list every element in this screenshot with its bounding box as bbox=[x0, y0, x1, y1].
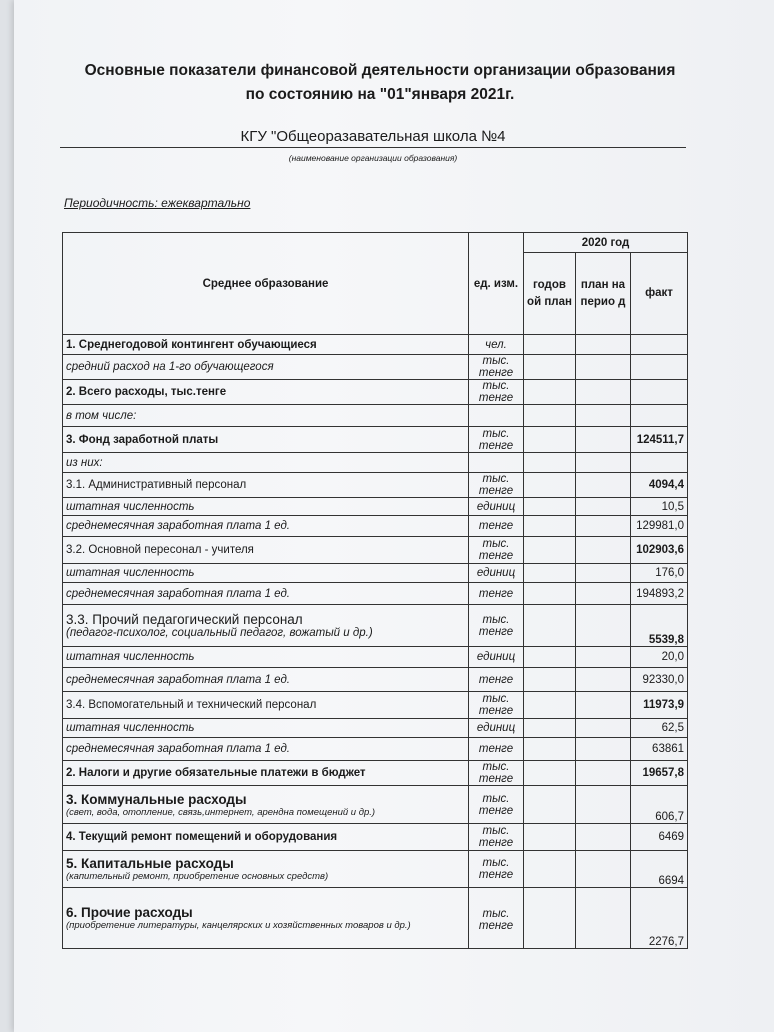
row-annual-plan bbox=[524, 761, 576, 786]
row-label: штатная численность bbox=[63, 498, 469, 516]
header-year: 2020 год bbox=[524, 233, 688, 253]
row-unit: тыс. тенге bbox=[469, 761, 524, 786]
row-fact bbox=[631, 380, 688, 405]
row-period-plan bbox=[576, 453, 631, 473]
row-unit: чел. bbox=[469, 335, 524, 355]
row-fact: 129981,0 bbox=[631, 516, 688, 537]
row-fact bbox=[631, 405, 688, 427]
table-row bbox=[63, 335, 688, 355]
row-period-plan bbox=[576, 647, 631, 668]
row-unit: единиц bbox=[469, 647, 524, 668]
row-fact: 5539,8 bbox=[631, 605, 688, 647]
row-label: 3.3. Прочий педагогический персонал bbox=[66, 612, 303, 627]
row-annual-plan bbox=[524, 355, 576, 380]
header-main: Среднее образование bbox=[63, 233, 469, 335]
row-annual-plan bbox=[524, 738, 576, 761]
row-label: из них: bbox=[63, 453, 469, 473]
row-note: (приобретение литературы, канцелярских и хозяйственных товаров и др.) bbox=[66, 920, 411, 931]
row-annual-plan bbox=[524, 605, 576, 647]
row-label: 5. Капитальные расходы bbox=[66, 856, 234, 871]
row-period-plan bbox=[576, 355, 631, 380]
row-unit: тыс. тенге bbox=[469, 851, 524, 888]
table-row bbox=[63, 537, 688, 564]
row-period-plan bbox=[576, 583, 631, 605]
row-fact: 606,7 bbox=[631, 786, 688, 824]
row-label: 3. Фонд заработной платы bbox=[63, 427, 469, 453]
row-label: в том числе: bbox=[63, 405, 469, 427]
row-period-plan bbox=[576, 335, 631, 355]
row-annual-plan bbox=[524, 647, 576, 668]
table-row bbox=[63, 453, 688, 473]
row-unit: тенге bbox=[469, 738, 524, 761]
row-fact: 176,0 bbox=[631, 564, 688, 583]
row-label: среднемесячная заработная плата 1 ед. bbox=[63, 583, 469, 605]
row-label: штатная численность bbox=[63, 719, 469, 738]
row-fact: 124511,7 bbox=[631, 427, 688, 453]
row-period-plan bbox=[576, 564, 631, 583]
row-unit: тыс. тенге bbox=[469, 380, 524, 405]
row-label: 3.1. Административный персонал bbox=[63, 473, 469, 498]
row-fact bbox=[631, 355, 688, 380]
row-label: 6. Прочие расходы bbox=[66, 905, 193, 920]
row-unit: тенге bbox=[469, 583, 524, 605]
row-period-plan bbox=[576, 692, 631, 719]
row-label: средний расход на 1-го обучающегося bbox=[63, 355, 469, 380]
row-annual-plan bbox=[524, 564, 576, 583]
row-fact: 102903,6 bbox=[631, 537, 688, 564]
table-row bbox=[63, 786, 688, 824]
row-period-plan bbox=[576, 498, 631, 516]
table-row bbox=[63, 355, 688, 380]
row-period-plan bbox=[576, 516, 631, 537]
row-annual-plan bbox=[524, 427, 576, 453]
row-fact: 11973,9 bbox=[631, 692, 688, 719]
row-label: среднемесячная заработная плата 1 ед. bbox=[63, 516, 469, 537]
row-fact bbox=[631, 453, 688, 473]
row-fact: 10,5 bbox=[631, 498, 688, 516]
row-period-plan bbox=[576, 668, 631, 692]
row-label-cell bbox=[63, 888, 469, 949]
row-annual-plan bbox=[524, 380, 576, 405]
table-row bbox=[63, 761, 688, 786]
row-unit: тыс. тенге bbox=[469, 427, 524, 453]
row-fact: 4094,4 bbox=[631, 473, 688, 498]
row-annual-plan bbox=[524, 335, 576, 355]
row-fact: 19657,8 bbox=[631, 761, 688, 786]
row-label-cell bbox=[63, 786, 469, 824]
row-fact: 6469 bbox=[631, 824, 688, 851]
row-label: среднемесячная заработная плата 1 ед. bbox=[63, 668, 469, 692]
row-label: штатная численность bbox=[63, 564, 469, 583]
row-note: (педагог-психолог, социальный педагог, вожатый и др.) bbox=[66, 627, 373, 639]
row-annual-plan bbox=[524, 583, 576, 605]
row-period-plan bbox=[576, 888, 631, 949]
row-period-plan bbox=[576, 427, 631, 453]
row-annual-plan bbox=[524, 851, 576, 888]
row-label-cell bbox=[63, 851, 469, 888]
row-fact bbox=[631, 335, 688, 355]
header-period-plan: план на перио д bbox=[576, 253, 631, 335]
row-period-plan bbox=[576, 405, 631, 427]
row-label: 3.4. Вспомогательный и технический персонал bbox=[63, 692, 469, 719]
row-unit: единиц bbox=[469, 719, 524, 738]
row-annual-plan bbox=[524, 888, 576, 949]
row-fact: 2276,7 bbox=[631, 888, 688, 949]
table-row bbox=[63, 583, 688, 605]
row-period-plan bbox=[576, 719, 631, 738]
table-row bbox=[63, 668, 688, 692]
row-note: (капительный ремонт, приобретение основных средств) bbox=[66, 871, 329, 882]
row-fact: 63861 bbox=[631, 738, 688, 761]
table-row bbox=[63, 738, 688, 761]
table-row bbox=[63, 498, 688, 516]
periodicity-label: Периодичность: ежеквартально bbox=[64, 196, 251, 210]
row-unit: тыс. тенге bbox=[469, 355, 524, 380]
row-unit: тыс. тенге bbox=[469, 473, 524, 498]
row-label: 3. Коммунальные расходы bbox=[66, 791, 247, 807]
row-period-plan bbox=[576, 824, 631, 851]
financial-indicators-table bbox=[62, 232, 688, 949]
table-row bbox=[63, 380, 688, 405]
table-row bbox=[63, 692, 688, 719]
row-fact: 6694 bbox=[631, 851, 688, 888]
row-label: 4. Текущий ремонт помещений и оборудования bbox=[63, 824, 469, 851]
row-fact: 20,0 bbox=[631, 647, 688, 668]
row-unit: тыс. тенге bbox=[469, 537, 524, 564]
table-row bbox=[63, 719, 688, 738]
table-row bbox=[63, 888, 688, 949]
row-unit: тыс. тенге bbox=[469, 786, 524, 824]
row-period-plan bbox=[576, 761, 631, 786]
row-fact: 62,5 bbox=[631, 719, 688, 738]
table-row bbox=[63, 605, 688, 647]
row-unit: тыс. тенге bbox=[469, 605, 524, 647]
row-period-plan bbox=[576, 786, 631, 824]
row-annual-plan bbox=[524, 516, 576, 537]
row-annual-plan bbox=[524, 498, 576, 516]
row-period-plan bbox=[576, 851, 631, 888]
row-unit: единиц bbox=[469, 564, 524, 583]
table-row bbox=[63, 564, 688, 583]
row-unit bbox=[469, 453, 524, 473]
row-label: 1. Среднегодовой контингент обучающиеся bbox=[63, 335, 469, 355]
document-title-line1: Основные показатели финансовой деятельности организации образования bbox=[84, 62, 676, 79]
row-fact: 194893,2 bbox=[631, 583, 688, 605]
table-row bbox=[63, 824, 688, 851]
header-fact: факт bbox=[631, 253, 688, 335]
row-period-plan bbox=[576, 537, 631, 564]
row-annual-plan bbox=[524, 668, 576, 692]
adjacent-page-edge bbox=[0, 0, 14, 1032]
row-note: (свет, вода, отопление, связь,интернет, арендна помещений и др.) bbox=[66, 806, 376, 818]
row-annual-plan bbox=[524, 786, 576, 824]
row-fact: 92330,0 bbox=[631, 668, 688, 692]
table-row bbox=[63, 516, 688, 537]
header-annual-plan: годов ой план bbox=[524, 253, 576, 335]
row-label: 3.2. Основной пересонал - учителя bbox=[63, 537, 469, 564]
row-annual-plan bbox=[524, 824, 576, 851]
row-annual-plan bbox=[524, 719, 576, 738]
row-period-plan bbox=[576, 605, 631, 647]
row-label: среднемесячная заработная плата 1 ед. bbox=[63, 738, 469, 761]
row-annual-plan bbox=[524, 473, 576, 498]
document-title-line2: по состоянию на "01"января 2021г. bbox=[245, 86, 515, 103]
table-row bbox=[63, 851, 688, 888]
row-label: штатная численность bbox=[63, 647, 469, 668]
row-unit: тенге bbox=[469, 668, 524, 692]
organization-name: КГУ "Общеоразавательная школа №4 bbox=[60, 128, 686, 148]
organization-caption: (наименование организации образования) bbox=[288, 153, 458, 163]
table-row bbox=[63, 473, 688, 498]
table-row bbox=[63, 427, 688, 453]
header-unit: ед. изм. bbox=[469, 233, 524, 335]
row-annual-plan bbox=[524, 537, 576, 564]
row-label-cell bbox=[63, 605, 469, 647]
row-unit: единиц bbox=[469, 498, 524, 516]
table-row bbox=[63, 647, 688, 668]
row-unit: тенге bbox=[469, 516, 524, 537]
row-unit bbox=[469, 405, 524, 427]
row-annual-plan bbox=[524, 453, 576, 473]
row-period-plan bbox=[576, 473, 631, 498]
row-unit: тыс. тенге bbox=[469, 692, 524, 719]
row-annual-plan bbox=[524, 405, 576, 427]
row-period-plan bbox=[576, 738, 631, 761]
row-annual-plan bbox=[524, 692, 576, 719]
row-label: 2. Всего расходы, тыс.тенге bbox=[63, 380, 469, 405]
row-unit: тыс. тенге bbox=[469, 888, 524, 949]
row-unit: тыс. тенге bbox=[469, 824, 524, 851]
row-label: 2. Налоги и другие обязательные платежи в бюджет bbox=[63, 761, 469, 786]
table-row bbox=[63, 405, 688, 427]
row-period-plan bbox=[576, 380, 631, 405]
